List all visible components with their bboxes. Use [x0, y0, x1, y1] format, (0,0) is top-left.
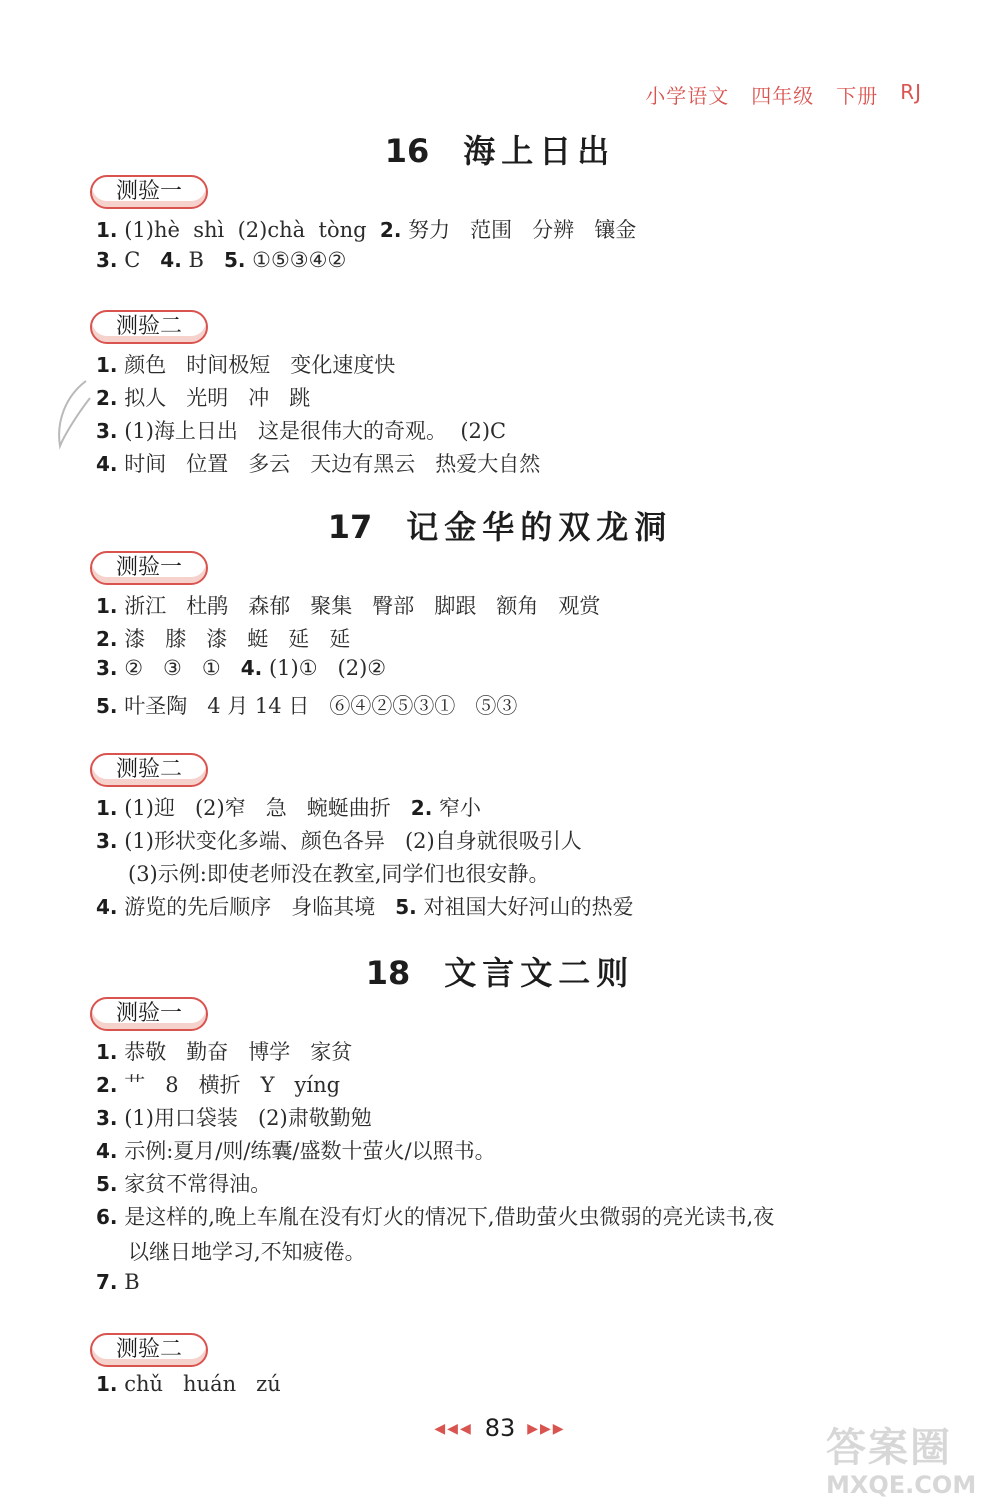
lesson-name: 文言文二则 [444, 954, 635, 992]
answer-line: 3. ② ③ ① 4. (1)① (2)② [96, 656, 387, 680]
header-edition: RJ [900, 80, 922, 104]
lesson-title [0, 948, 1000, 994]
watermark-title: 答案圈 [826, 1425, 952, 1471]
answer-line: 3. (1)形状变化多端、颜色各异 (2)自身就很吸引人 [96, 829, 582, 853]
answer-line: 1. 颜色 时间极短 变化速度快 [96, 353, 396, 377]
lesson-number: 16 [384, 132, 430, 170]
watermark-logo [826, 1416, 994, 1500]
answer-line: 2. 拟人 光明 冲 跳 [96, 386, 311, 410]
answer-line: 2. 艹 8 横折 Y yíng [96, 1073, 341, 1097]
answer-line: 4. 游览的先后顺序 身临其境 5. 对祖国大好河山的热爱 [96, 895, 634, 919]
answer-line: 以继日地学习,不知疲倦。 [128, 1240, 366, 1264]
answer-line: 1. 恭敬 勤奋 博学 家贫 [96, 1040, 353, 1064]
pencil-mark [46, 376, 106, 456]
watermark-url: MXQE.COM [826, 1471, 977, 1499]
page-number: 83 [484, 1414, 516, 1442]
answer-line: 2. 漆 膝 漆 蜓 延 延 [96, 627, 351, 651]
test-badge: 测验二 [90, 753, 208, 787]
header-subject: 小学语文 [645, 84, 730, 108]
lesson-number: 17 [327, 508, 373, 546]
answer-line: 1. (1)hè shì (2)chà tòng 2. 努力 范围 分辨 镶金 [96, 218, 637, 242]
test-badge: 测验二 [90, 310, 208, 344]
lesson-title [0, 126, 1000, 172]
answer-line: 5. 叶圣陶 4 月 14 日 ⑥④②⑤③① ⑤③ [96, 694, 518, 718]
header-volume: 下册 [836, 84, 879, 108]
answer-line: 1. 浙江 杜鹃 森郁 聚集 臀部 脚跟 额角 观赏 [96, 594, 601, 618]
test-badge: 测验一 [90, 997, 208, 1031]
answer-line: 1. chǔ huán zú [96, 1372, 281, 1396]
lesson-name: 记金华的双龙洞 [406, 508, 673, 546]
lesson-title [0, 502, 1000, 548]
answer-line: 7. B [96, 1270, 140, 1294]
answer-line: 4. 时间 位置 多云 天边有黑云 热爱大自然 [96, 452, 541, 476]
answer-line: 3. (1)海上日出 这是很伟大的奇观。 (2)C [96, 419, 507, 443]
test-badge: 测验一 [90, 175, 208, 209]
test-badge: 测验一 [90, 551, 208, 585]
lesson-number: 18 [365, 954, 411, 992]
header-grade: 四年级 [751, 84, 815, 108]
answer-line: 6. 是这样的,晚上车胤在没有灯火的情况下,借助萤火虫微弱的亮光读书,夜 [96, 1205, 775, 1229]
left-arrows-icon: ◀◀◀ [434, 1421, 473, 1437]
lesson-name: 海上日出 [463, 132, 616, 170]
right-arrows-icon: ▶▶▶ [527, 1421, 566, 1437]
answer-line: 1. (1)迎 (2)窄 急 蜿蜒曲折 2. 窄小 [96, 796, 481, 820]
test-badge: 测验二 [90, 1333, 208, 1367]
answer-line: 3. (1)用口袋装 (2)肃敬勤勉 [96, 1106, 372, 1130]
answer-line: 5. 家贫不常得油。 [96, 1172, 272, 1196]
answer-line: (3)示例:即使老师没在教室,同学们也很安静。 [128, 862, 550, 886]
answer-line: 3. C 4. B 5. ①⑤③④② [96, 248, 347, 272]
answer-line: 4. 示例:夏月/则/练囊/盛数十萤火/以照书。 [96, 1139, 496, 1163]
page-header [645, 80, 922, 109]
